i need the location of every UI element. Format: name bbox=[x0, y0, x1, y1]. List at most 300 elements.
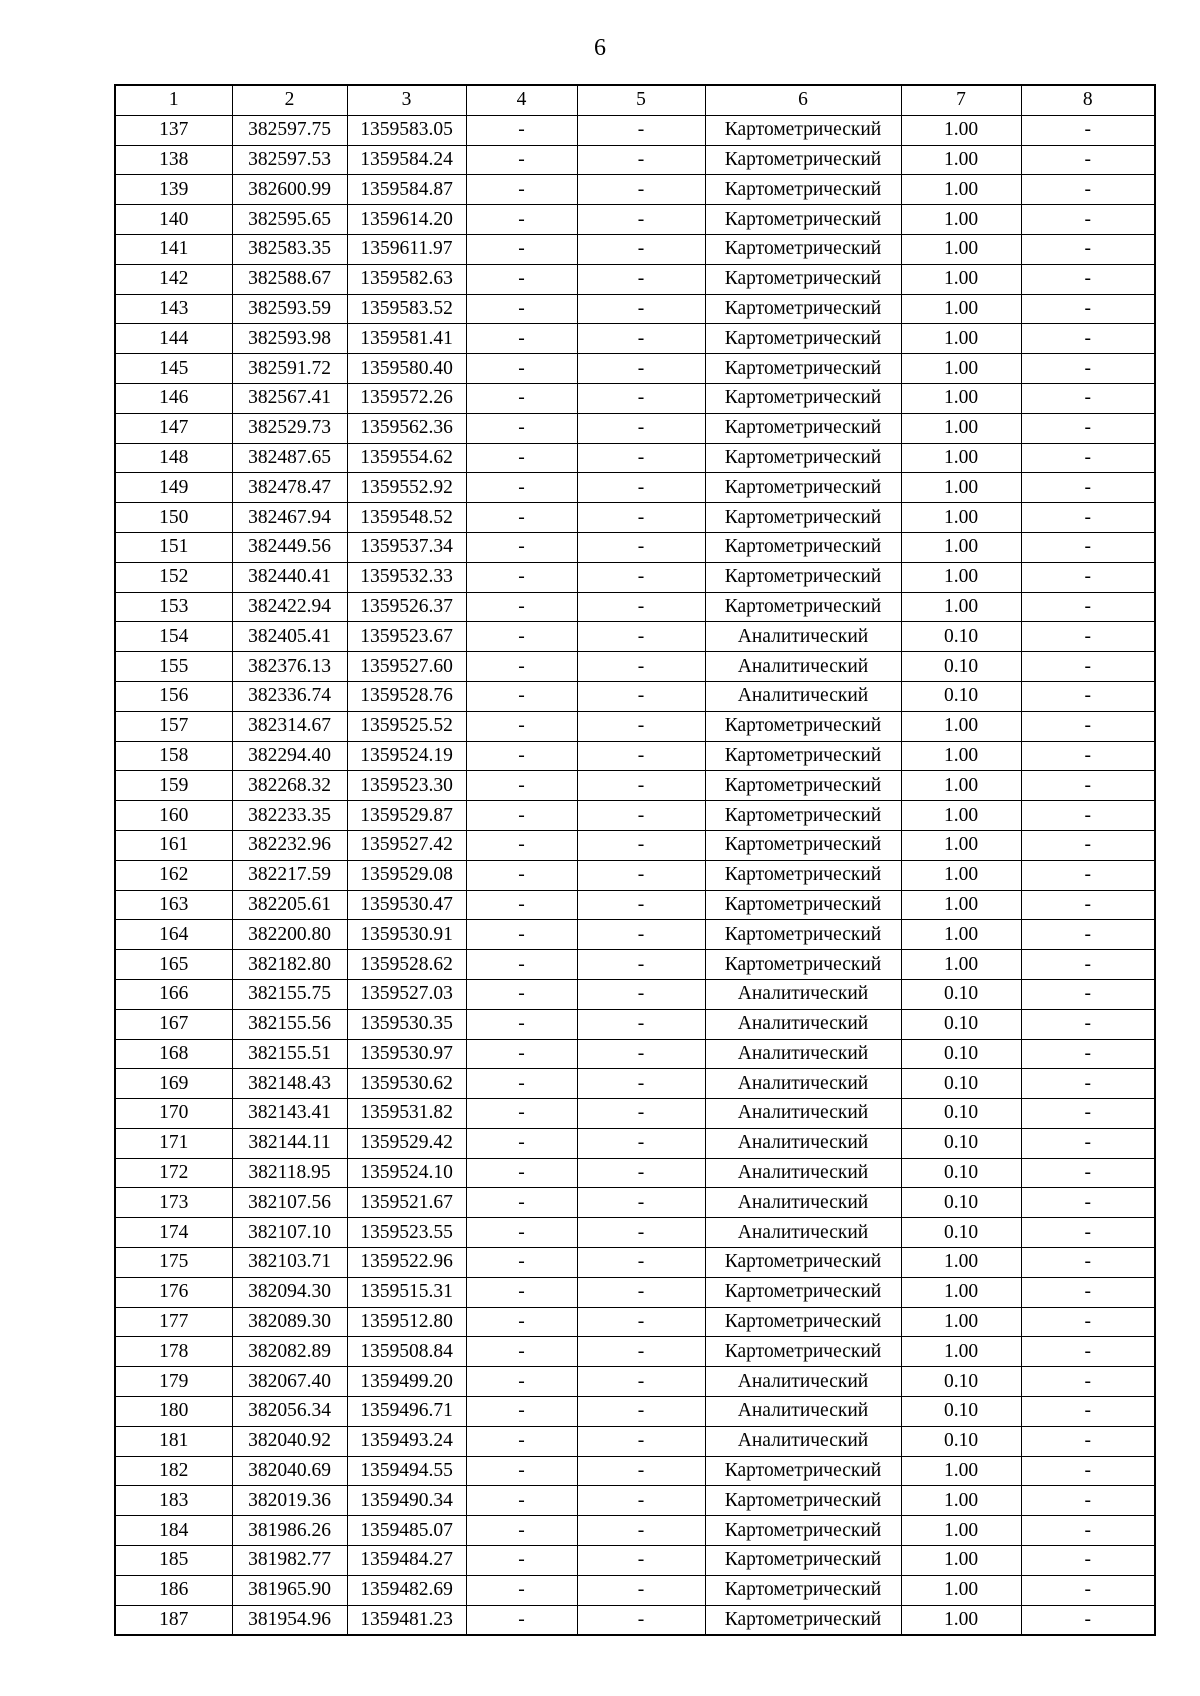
method-cell: Картометрический bbox=[705, 115, 901, 145]
accuracy-cell: 0.10 bbox=[901, 1397, 1021, 1427]
y-coordinate-cell: 1359482.69 bbox=[347, 1575, 466, 1605]
col-5-cell: - bbox=[577, 205, 705, 235]
table-row bbox=[115, 950, 1155, 980]
x-coordinate-cell: 382040.69 bbox=[232, 1456, 347, 1486]
x-coordinate-cell: 382089.30 bbox=[232, 1307, 347, 1337]
y-coordinate-cell: 1359481.23 bbox=[347, 1605, 466, 1635]
accuracy-cell: 1.00 bbox=[901, 890, 1021, 920]
y-coordinate-cell: 1359581.41 bbox=[347, 324, 466, 354]
x-coordinate-cell: 382155.75 bbox=[232, 979, 347, 1009]
y-coordinate-cell: 1359572.26 bbox=[347, 383, 466, 413]
x-coordinate-cell: 382082.89 bbox=[232, 1337, 347, 1367]
col-4-cell: - bbox=[466, 979, 577, 1009]
point-number-cell: 145 bbox=[115, 354, 232, 384]
col-4-cell: - bbox=[466, 830, 577, 860]
y-coordinate-cell: 1359523.67 bbox=[347, 622, 466, 652]
y-coordinate-cell: 1359531.82 bbox=[347, 1099, 466, 1129]
col-5-cell: - bbox=[577, 175, 705, 205]
col-4-cell: - bbox=[466, 1516, 577, 1546]
table-row bbox=[115, 473, 1155, 503]
col-8-cell: - bbox=[1021, 1009, 1155, 1039]
method-cell: Картометрический bbox=[705, 950, 901, 980]
x-coordinate-cell: 382144.11 bbox=[232, 1128, 347, 1158]
method-cell: Картометрический bbox=[705, 890, 901, 920]
col-4-cell: - bbox=[466, 205, 577, 235]
col-8-cell: - bbox=[1021, 1188, 1155, 1218]
col-5-cell: - bbox=[577, 652, 705, 682]
col-4-cell: - bbox=[466, 652, 577, 682]
col-8-cell: - bbox=[1021, 1337, 1155, 1367]
point-number-cell: 146 bbox=[115, 383, 232, 413]
method-cell: Картометрический bbox=[705, 383, 901, 413]
accuracy-cell: 1.00 bbox=[901, 503, 1021, 533]
y-coordinate-cell: 1359526.37 bbox=[347, 592, 466, 622]
col-4-cell: - bbox=[466, 175, 577, 205]
col-5-cell: - bbox=[577, 1128, 705, 1158]
method-cell: Картометрический bbox=[705, 413, 901, 443]
table-row bbox=[115, 652, 1155, 682]
col-8-cell: - bbox=[1021, 294, 1155, 324]
x-coordinate-cell: 382107.10 bbox=[232, 1218, 347, 1248]
method-cell: Аналитический bbox=[705, 1158, 901, 1188]
col-8-cell: - bbox=[1021, 413, 1155, 443]
point-number-cell: 147 bbox=[115, 413, 232, 443]
point-number-cell: 187 bbox=[115, 1605, 232, 1635]
point-number-cell: 168 bbox=[115, 1039, 232, 1069]
x-coordinate-cell: 382583.35 bbox=[232, 234, 347, 264]
col-8-cell: - bbox=[1021, 1605, 1155, 1635]
table-row bbox=[115, 1128, 1155, 1158]
col-5-cell: - bbox=[577, 622, 705, 652]
col-5-cell: - bbox=[577, 1277, 705, 1307]
y-coordinate-cell: 1359527.03 bbox=[347, 979, 466, 1009]
col-5-cell: - bbox=[577, 890, 705, 920]
y-coordinate-cell: 1359508.84 bbox=[347, 1337, 466, 1367]
table-row bbox=[115, 979, 1155, 1009]
accuracy-cell: 1.00 bbox=[901, 830, 1021, 860]
table-row bbox=[115, 1277, 1155, 1307]
table-row bbox=[115, 234, 1155, 264]
table-row bbox=[115, 890, 1155, 920]
x-coordinate-cell: 382467.94 bbox=[232, 503, 347, 533]
x-coordinate-cell: 382107.56 bbox=[232, 1188, 347, 1218]
col-4-cell: - bbox=[466, 473, 577, 503]
table-row bbox=[115, 1188, 1155, 1218]
table-row bbox=[115, 503, 1155, 533]
header-cell-col-4: 4 bbox=[466, 85, 577, 115]
y-coordinate-cell: 1359494.55 bbox=[347, 1456, 466, 1486]
col-4-cell: - bbox=[466, 1605, 577, 1635]
col-8-cell: - bbox=[1021, 1218, 1155, 1248]
col-8-cell: - bbox=[1021, 979, 1155, 1009]
method-cell: Картометрический bbox=[705, 801, 901, 831]
x-coordinate-cell: 382336.74 bbox=[232, 681, 347, 711]
accuracy-cell: 1.00 bbox=[901, 473, 1021, 503]
x-coordinate-cell: 382155.51 bbox=[232, 1039, 347, 1069]
method-cell: Картометрический bbox=[705, 562, 901, 592]
col-4-cell: - bbox=[466, 562, 577, 592]
accuracy-cell: 1.00 bbox=[901, 443, 1021, 473]
x-coordinate-cell: 382422.94 bbox=[232, 592, 347, 622]
table-row bbox=[115, 1099, 1155, 1129]
col-8-cell: - bbox=[1021, 592, 1155, 622]
header-cell-col-5: 5 bbox=[577, 85, 705, 115]
y-coordinate-cell: 1359527.60 bbox=[347, 652, 466, 682]
col-5-cell: - bbox=[577, 1218, 705, 1248]
method-cell: Аналитический bbox=[705, 1069, 901, 1099]
y-coordinate-cell: 1359515.31 bbox=[347, 1277, 466, 1307]
point-number-cell: 182 bbox=[115, 1456, 232, 1486]
table-row bbox=[115, 801, 1155, 831]
method-cell: Аналитический bbox=[705, 652, 901, 682]
col-5-cell: - bbox=[577, 1575, 705, 1605]
table-row bbox=[115, 1069, 1155, 1099]
accuracy-cell: 1.00 bbox=[901, 801, 1021, 831]
method-cell: Картометрический bbox=[705, 771, 901, 801]
method-cell: Аналитический bbox=[705, 1218, 901, 1248]
method-cell: Картометрический bbox=[705, 1605, 901, 1635]
accuracy-cell: 1.00 bbox=[901, 383, 1021, 413]
method-cell: Картометрический bbox=[705, 473, 901, 503]
method-cell: Картометрический bbox=[705, 1277, 901, 1307]
col-5-cell: - bbox=[577, 264, 705, 294]
accuracy-cell: 0.10 bbox=[901, 1069, 1021, 1099]
table-row bbox=[115, 1009, 1155, 1039]
col-8-cell: - bbox=[1021, 324, 1155, 354]
col-8-cell: - bbox=[1021, 1426, 1155, 1456]
x-coordinate-cell: 382182.80 bbox=[232, 950, 347, 980]
method-cell: Аналитический bbox=[705, 622, 901, 652]
col-8-cell: - bbox=[1021, 681, 1155, 711]
col-8-cell: - bbox=[1021, 1069, 1155, 1099]
col-8-cell: - bbox=[1021, 1516, 1155, 1546]
table-row bbox=[115, 532, 1155, 562]
method-cell: Картометрический bbox=[705, 1575, 901, 1605]
point-number-cell: 139 bbox=[115, 175, 232, 205]
table-row bbox=[115, 175, 1155, 205]
col-5-cell: - bbox=[577, 771, 705, 801]
col-4-cell: - bbox=[466, 1397, 577, 1427]
accuracy-cell: 1.00 bbox=[901, 175, 1021, 205]
x-coordinate-cell: 382118.95 bbox=[232, 1158, 347, 1188]
y-coordinate-cell: 1359611.97 bbox=[347, 234, 466, 264]
y-coordinate-cell: 1359529.87 bbox=[347, 801, 466, 831]
y-coordinate-cell: 1359580.40 bbox=[347, 354, 466, 384]
table-row bbox=[115, 1605, 1155, 1635]
col-8-cell: - bbox=[1021, 890, 1155, 920]
point-number-cell: 162 bbox=[115, 860, 232, 890]
method-cell: Картометрический bbox=[705, 1248, 901, 1278]
accuracy-cell: 0.10 bbox=[901, 1128, 1021, 1158]
point-number-cell: 178 bbox=[115, 1337, 232, 1367]
y-coordinate-cell: 1359528.76 bbox=[347, 681, 466, 711]
col-5-cell: - bbox=[577, 1486, 705, 1516]
point-number-cell: 173 bbox=[115, 1188, 232, 1218]
col-4-cell: - bbox=[466, 711, 577, 741]
y-coordinate-cell: 1359530.97 bbox=[347, 1039, 466, 1069]
accuracy-cell: 1.00 bbox=[901, 234, 1021, 264]
point-number-cell: 185 bbox=[115, 1546, 232, 1576]
x-coordinate-cell: 382593.59 bbox=[232, 294, 347, 324]
table-body bbox=[115, 115, 1155, 1635]
table-row bbox=[115, 681, 1155, 711]
point-number-cell: 153 bbox=[115, 592, 232, 622]
accuracy-cell: 1.00 bbox=[901, 711, 1021, 741]
accuracy-cell: 1.00 bbox=[901, 1456, 1021, 1486]
point-number-cell: 157 bbox=[115, 711, 232, 741]
col-4-cell: - bbox=[466, 145, 577, 175]
col-8-cell: - bbox=[1021, 234, 1155, 264]
method-cell: Картометрический bbox=[705, 294, 901, 324]
method-cell: Картометрический bbox=[705, 205, 901, 235]
method-cell: Картометрический bbox=[705, 443, 901, 473]
y-coordinate-cell: 1359527.42 bbox=[347, 830, 466, 860]
col-4-cell: - bbox=[466, 592, 577, 622]
col-4-cell: - bbox=[466, 741, 577, 771]
point-number-cell: 159 bbox=[115, 771, 232, 801]
col-4-cell: - bbox=[466, 1039, 577, 1069]
col-5-cell: - bbox=[577, 1039, 705, 1069]
y-coordinate-cell: 1359523.55 bbox=[347, 1218, 466, 1248]
col-5-cell: - bbox=[577, 1367, 705, 1397]
table-row bbox=[115, 830, 1155, 860]
col-4-cell: - bbox=[466, 294, 577, 324]
col-5-cell: - bbox=[577, 741, 705, 771]
col-8-cell: - bbox=[1021, 711, 1155, 741]
col-8-cell: - bbox=[1021, 830, 1155, 860]
accuracy-cell: 0.10 bbox=[901, 652, 1021, 682]
point-number-cell: 149 bbox=[115, 473, 232, 503]
y-coordinate-cell: 1359529.42 bbox=[347, 1128, 466, 1158]
method-cell: Картометрический bbox=[705, 711, 901, 741]
table-row bbox=[115, 860, 1155, 890]
col-5-cell: - bbox=[577, 443, 705, 473]
table-row bbox=[115, 264, 1155, 294]
header-cell-col-3: 3 bbox=[347, 85, 466, 115]
col-4-cell: - bbox=[466, 1128, 577, 1158]
col-8-cell: - bbox=[1021, 771, 1155, 801]
x-coordinate-cell: 382591.72 bbox=[232, 354, 347, 384]
point-number-cell: 150 bbox=[115, 503, 232, 533]
y-coordinate-cell: 1359584.24 bbox=[347, 145, 466, 175]
accuracy-cell: 1.00 bbox=[901, 264, 1021, 294]
accuracy-cell: 0.10 bbox=[901, 1009, 1021, 1039]
header-cell-col-7: 7 bbox=[901, 85, 1021, 115]
col-5-cell: - bbox=[577, 1158, 705, 1188]
y-coordinate-cell: 1359496.71 bbox=[347, 1397, 466, 1427]
point-number-cell: 155 bbox=[115, 652, 232, 682]
y-coordinate-cell: 1359583.05 bbox=[347, 115, 466, 145]
col-8-cell: - bbox=[1021, 1546, 1155, 1576]
table-row bbox=[115, 1456, 1155, 1486]
accuracy-cell: 1.00 bbox=[901, 920, 1021, 950]
col-4-cell: - bbox=[466, 1158, 577, 1188]
col-8-cell: - bbox=[1021, 532, 1155, 562]
col-8-cell: - bbox=[1021, 741, 1155, 771]
coordinates-table bbox=[114, 84, 1156, 1636]
method-cell: Картометрический bbox=[705, 1486, 901, 1516]
method-cell: Картометрический bbox=[705, 860, 901, 890]
col-8-cell: - bbox=[1021, 801, 1155, 831]
col-5-cell: - bbox=[577, 1456, 705, 1486]
accuracy-cell: 0.10 bbox=[901, 622, 1021, 652]
col-5-cell: - bbox=[577, 1397, 705, 1427]
method-cell: Картометрический bbox=[705, 264, 901, 294]
col-8-cell: - bbox=[1021, 860, 1155, 890]
point-number-cell: 148 bbox=[115, 443, 232, 473]
accuracy-cell: 0.10 bbox=[901, 1158, 1021, 1188]
x-coordinate-cell: 382600.99 bbox=[232, 175, 347, 205]
col-4-cell: - bbox=[466, 264, 577, 294]
col-5-cell: - bbox=[577, 592, 705, 622]
accuracy-cell: 0.10 bbox=[901, 1218, 1021, 1248]
col-5-cell: - bbox=[577, 383, 705, 413]
col-8-cell: - bbox=[1021, 1307, 1155, 1337]
x-coordinate-cell: 382200.80 bbox=[232, 920, 347, 950]
table-row bbox=[115, 771, 1155, 801]
point-number-cell: 161 bbox=[115, 830, 232, 860]
accuracy-cell: 0.10 bbox=[901, 1426, 1021, 1456]
accuracy-cell: 0.10 bbox=[901, 681, 1021, 711]
accuracy-cell: 0.10 bbox=[901, 1188, 1021, 1218]
x-coordinate-cell: 382597.53 bbox=[232, 145, 347, 175]
col-4-cell: - bbox=[466, 771, 577, 801]
x-coordinate-cell: 382376.13 bbox=[232, 652, 347, 682]
col-4-cell: - bbox=[466, 1277, 577, 1307]
page-number: 6 bbox=[594, 35, 606, 61]
col-8-cell: - bbox=[1021, 354, 1155, 384]
x-coordinate-cell: 381986.26 bbox=[232, 1516, 347, 1546]
col-5-cell: - bbox=[577, 1009, 705, 1039]
x-coordinate-cell: 382595.65 bbox=[232, 205, 347, 235]
x-coordinate-cell: 382268.32 bbox=[232, 771, 347, 801]
table-row bbox=[115, 1248, 1155, 1278]
method-cell: Картометрический bbox=[705, 920, 901, 950]
col-8-cell: - bbox=[1021, 473, 1155, 503]
col-4-cell: - bbox=[466, 234, 577, 264]
table-row bbox=[115, 1546, 1155, 1576]
accuracy-cell: 1.00 bbox=[901, 860, 1021, 890]
col-4-cell: - bbox=[466, 1486, 577, 1516]
y-coordinate-cell: 1359554.62 bbox=[347, 443, 466, 473]
y-coordinate-cell: 1359529.08 bbox=[347, 860, 466, 890]
point-number-cell: 140 bbox=[115, 205, 232, 235]
col-8-cell: - bbox=[1021, 1128, 1155, 1158]
table-row bbox=[115, 443, 1155, 473]
table-row bbox=[115, 205, 1155, 235]
col-5-cell: - bbox=[577, 562, 705, 592]
point-number-cell: 143 bbox=[115, 294, 232, 324]
col-5-cell: - bbox=[577, 324, 705, 354]
x-coordinate-cell: 382094.30 bbox=[232, 1277, 347, 1307]
col-5-cell: - bbox=[577, 354, 705, 384]
table-row bbox=[115, 1426, 1155, 1456]
col-5-cell: - bbox=[577, 294, 705, 324]
table-row bbox=[115, 711, 1155, 741]
accuracy-cell: 1.00 bbox=[901, 562, 1021, 592]
col-5-cell: - bbox=[577, 234, 705, 264]
method-cell: Картометрический bbox=[705, 830, 901, 860]
y-coordinate-cell: 1359562.36 bbox=[347, 413, 466, 443]
y-coordinate-cell: 1359552.92 bbox=[347, 473, 466, 503]
accuracy-cell: 1.00 bbox=[901, 205, 1021, 235]
method-cell: Картометрический bbox=[705, 324, 901, 354]
col-4-cell: - bbox=[466, 622, 577, 652]
y-coordinate-cell: 1359537.34 bbox=[347, 532, 466, 562]
col-8-cell: - bbox=[1021, 264, 1155, 294]
x-coordinate-cell: 382019.36 bbox=[232, 1486, 347, 1516]
col-4-cell: - bbox=[466, 801, 577, 831]
col-5-cell: - bbox=[577, 801, 705, 831]
col-8-cell: - bbox=[1021, 383, 1155, 413]
y-coordinate-cell: 1359530.91 bbox=[347, 920, 466, 950]
point-number-cell: 174 bbox=[115, 1218, 232, 1248]
col-5-cell: - bbox=[577, 1337, 705, 1367]
point-number-cell: 176 bbox=[115, 1277, 232, 1307]
table-row bbox=[115, 324, 1155, 354]
method-cell: Картометрический bbox=[705, 234, 901, 264]
y-coordinate-cell: 1359524.19 bbox=[347, 741, 466, 771]
method-cell: Картометрический bbox=[705, 1307, 901, 1337]
point-number-cell: 186 bbox=[115, 1575, 232, 1605]
table-row bbox=[115, 354, 1155, 384]
x-coordinate-cell: 382405.41 bbox=[232, 622, 347, 652]
x-coordinate-cell: 382217.59 bbox=[232, 860, 347, 890]
table-row bbox=[115, 562, 1155, 592]
col-8-cell: - bbox=[1021, 1397, 1155, 1427]
table-row bbox=[115, 741, 1155, 771]
col-4-cell: - bbox=[466, 115, 577, 145]
point-number-cell: 154 bbox=[115, 622, 232, 652]
method-cell: Картометрический bbox=[705, 503, 901, 533]
accuracy-cell: 1.00 bbox=[901, 1546, 1021, 1576]
table-row bbox=[115, 294, 1155, 324]
point-number-cell: 165 bbox=[115, 950, 232, 980]
method-cell: Аналитический bbox=[705, 681, 901, 711]
col-5-cell: - bbox=[577, 1248, 705, 1278]
accuracy-cell: 1.00 bbox=[901, 1575, 1021, 1605]
accuracy-cell: 1.00 bbox=[901, 1605, 1021, 1635]
y-coordinate-cell: 1359521.67 bbox=[347, 1188, 466, 1218]
x-coordinate-cell: 382478.47 bbox=[232, 473, 347, 503]
x-coordinate-cell: 382205.61 bbox=[232, 890, 347, 920]
point-number-cell: 169 bbox=[115, 1069, 232, 1099]
point-number-cell: 170 bbox=[115, 1099, 232, 1129]
point-number-cell: 156 bbox=[115, 681, 232, 711]
method-cell: Картометрический bbox=[705, 532, 901, 562]
col-5-cell: - bbox=[577, 503, 705, 533]
point-number-cell: 163 bbox=[115, 890, 232, 920]
y-coordinate-cell: 1359530.35 bbox=[347, 1009, 466, 1039]
col-5-cell: - bbox=[577, 860, 705, 890]
x-coordinate-cell: 382040.92 bbox=[232, 1426, 347, 1456]
x-coordinate-cell: 382232.96 bbox=[232, 830, 347, 860]
point-number-cell: 141 bbox=[115, 234, 232, 264]
table-row bbox=[115, 1397, 1155, 1427]
header-cell-col-6: 6 bbox=[705, 85, 901, 115]
table-row bbox=[115, 1218, 1155, 1248]
col-8-cell: - bbox=[1021, 205, 1155, 235]
accuracy-cell: 1.00 bbox=[901, 1307, 1021, 1337]
col-5-cell: - bbox=[577, 532, 705, 562]
accuracy-cell: 1.00 bbox=[901, 592, 1021, 622]
y-coordinate-cell: 1359528.62 bbox=[347, 950, 466, 980]
table-row bbox=[115, 1575, 1155, 1605]
x-coordinate-cell: 382155.56 bbox=[232, 1009, 347, 1039]
col-4-cell: - bbox=[466, 1099, 577, 1129]
accuracy-cell: 1.00 bbox=[901, 145, 1021, 175]
y-coordinate-cell: 1359530.47 bbox=[347, 890, 466, 920]
